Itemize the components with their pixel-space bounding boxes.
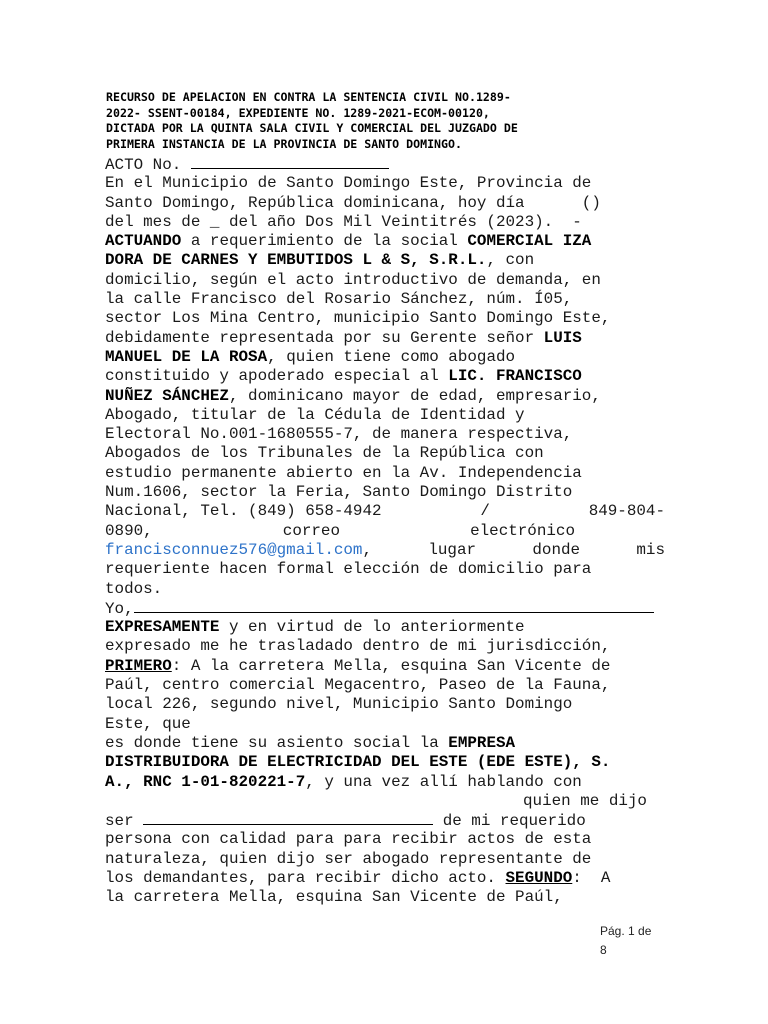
body-text: , dominicano mayor de edad, empresario,: [228, 386, 601, 405]
body-line: [105, 348, 665, 367]
phone-text: Nacional, Tel. (849) 658-4942: [105, 502, 382, 521]
body-line: estudio permanente abierto en la Av. Independencia: [105, 463, 582, 482]
body-line: [105, 773, 665, 792]
segundo-label: SEGUNDO: [505, 868, 573, 887]
body-line: [105, 869, 665, 888]
recipient-name-blank: [143, 811, 433, 825]
body-line: Abogado, titular de la Cédula de Identidad y: [105, 405, 525, 424]
body-line: naturaleza, quien dijo ser abogado representante de: [105, 849, 592, 868]
acto-line: [105, 155, 665, 174]
body-line: Este, que: [105, 714, 191, 733]
phone-text: 849-804-: [588, 502, 665, 521]
body-line: la calle Francisco del Rosario Sánchez, núm. Í05,: [105, 290, 573, 309]
body-line: [105, 387, 665, 406]
body-line: persona con calidad para para recibir actos de esta: [105, 830, 592, 849]
expresamente-label: EXPRESAMENTE: [105, 618, 220, 637]
page-number-line: Pág. 1 de: [600, 924, 652, 938]
body-line: requeriente hacen formal elección de domicilio para: [105, 560, 592, 579]
body-text: /: [480, 502, 490, 521]
page-number-line: 8: [600, 943, 607, 957]
abogado-name: NUÑEZ SÁNCHEZ: [105, 386, 229, 405]
body-line: sector Los Mina Centro, municipio Santo Domingo Este,: [105, 309, 611, 328]
body-line: [105, 811, 665, 830]
primero-label: PRIMERO: [105, 656, 172, 675]
body-line: [105, 329, 665, 348]
heading-line: DICTADA POR LA QUINTA SALA CIVIL Y COMERCIAL DEL JUZGADO DE: [106, 121, 518, 136]
body-text: y en virtud de lo anteriormente: [219, 618, 525, 637]
abogado-name: LIC. FRANCISCO: [448, 367, 582, 386]
body-text: : A la carretera Mella, esquina San Vicente de: [171, 656, 611, 675]
actuando-label: ACTUANDO: [105, 232, 182, 251]
body-line: Electoral No.001-1680555-7, de manera respectiva,: [105, 425, 573, 444]
body-text: de mi requerido: [442, 812, 586, 831]
body-line: [105, 753, 665, 772]
body-line: [105, 522, 575, 541]
alguacil-name-blank: [134, 599, 654, 613]
body-text: ,: [362, 540, 373, 559]
body-line: Paúl, centro comercial Megacentro, Paseo de la Fauna,: [105, 676, 611, 695]
body-text: debidamente representada por su Gerente señor: [105, 328, 544, 347]
body-text: mis: [636, 540, 665, 559]
body-text: , con: [486, 251, 535, 270]
acto-number-blank: [191, 155, 389, 169]
acto-label: ACTO No.: [105, 156, 182, 174]
heading-line: RECURSO DE APELACION EN CONTRA LA SENTENCIA CIVIL NO.1289-: [106, 90, 511, 104]
heading-line: 2022- SSENT-00184, EXPEDIENTE NO. 1289-2021-ECOM-00120,: [106, 105, 490, 120]
heading-line: PRIMERA INSTANCIA DE LA PROVINCIA DE SANTO DOMINGO.: [106, 136, 462, 151]
body-line: quien me dijo: [523, 791, 647, 810]
document-body: [105, 155, 665, 908]
body-line: [105, 367, 665, 386]
body-line: [105, 734, 665, 753]
page-number: [600, 922, 660, 960]
body-line: la carretera Mella, esquina San Vicente de Paúl,: [105, 888, 563, 907]
body-line: Abogados de los Tribunales de la República con: [105, 444, 544, 463]
body-line: [105, 618, 665, 637]
body-line: En el Municipio de Santo Domingo Este, Provincia de: [105, 174, 592, 193]
body-line: [105, 502, 665, 521]
body-line: Santo Domingo, República dominicana, hoy día (): [105, 193, 601, 212]
body-line: todos.: [105, 579, 163, 598]
yo-label: Yo,: [105, 599, 134, 618]
document-heading: [106, 90, 646, 152]
body-line: del mes de _ del año Dos Mil Veintitrés (2023). -: [105, 212, 582, 231]
empresa-name: DISTRIBUIDORA DE ELECTRICIDAD DEL ESTE (EDE ESTE), S.: [105, 753, 611, 772]
body-text: , quien tiene como abogado: [267, 347, 516, 366]
phone-text: 0890,: [105, 521, 153, 540]
body-text: correo: [282, 521, 340, 540]
body-text: constituido y apoderado especial al: [105, 367, 449, 386]
body-line: [105, 657, 665, 676]
gerente-name: MANUEL DE LA ROSA: [105, 347, 268, 366]
empresa-rnc: A., RNC 1-01-820221-7: [105, 772, 306, 791]
body-line: domicilio, según el acto introductivo de demanda, en: [105, 270, 601, 289]
body-text: a requerimiento de la social: [181, 232, 468, 251]
body-line: Num.1606, sector la Feria, Santo Domingo Distrito: [105, 483, 573, 502]
body-text: los demandantes, para recibir dicho acto.: [105, 868, 506, 887]
body-line: [105, 541, 665, 560]
gerente-name: LUIS: [543, 328, 582, 347]
body-line: [105, 232, 665, 251]
empresa-name: EMPRESA: [448, 733, 516, 752]
body-text: : A: [572, 868, 611, 887]
body-text: donde: [532, 540, 581, 559]
company-name: COMERCIAL IZA: [467, 232, 592, 251]
body-text: , y una vez allí hablando con: [305, 772, 582, 791]
body-text: electrónico: [470, 521, 575, 540]
body-text: ser: [105, 812, 134, 831]
body-line: local 226, segundo nivel, Municipio Santo Domingo: [105, 695, 573, 714]
body-text: es donde tiene su asiento social la: [105, 733, 449, 752]
yo-line: [105, 599, 665, 618]
body-line: [105, 251, 665, 270]
body-line: expresado me he trasladado dentro de mi jurisdicción,: [105, 637, 611, 656]
company-name: DORA DE CARNES Y EMBUTIDOS L & S, S.R.L.: [105, 251, 487, 270]
email-link[interactable]: francisconnuez576@gmail.com: [105, 540, 363, 559]
body-text: lugar: [428, 540, 477, 559]
